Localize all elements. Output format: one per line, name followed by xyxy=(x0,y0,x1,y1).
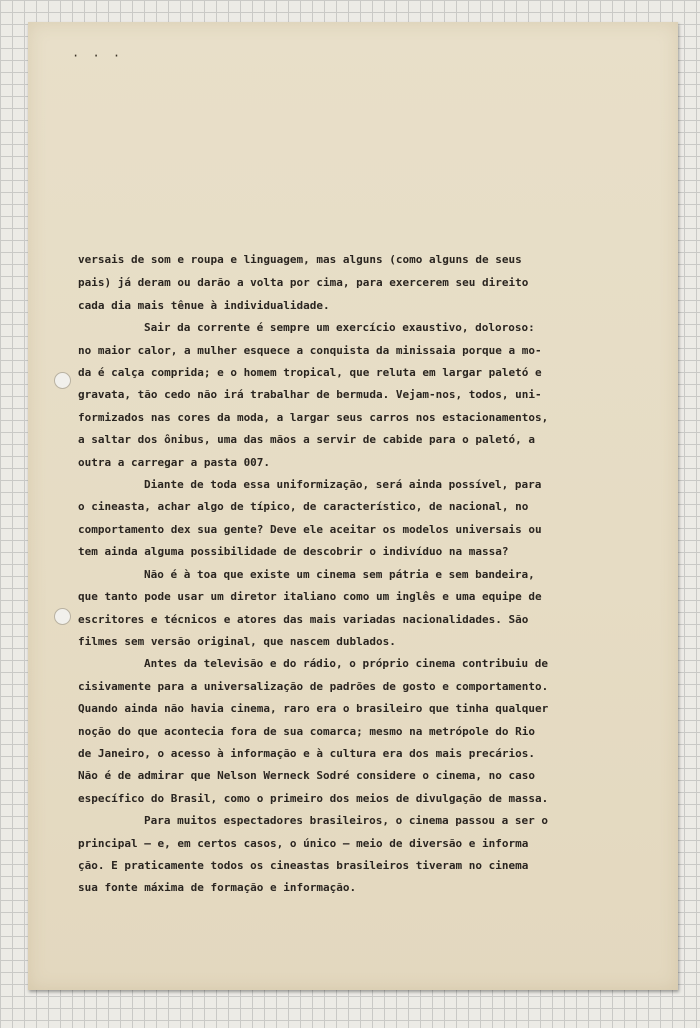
text-line: Quando ainda não havia cinema, raro era o brasileiro que tinha qualquer xyxy=(78,702,549,716)
paragraph-start: Para muitos espectadores brasileiros, o cinema passou a ser o xyxy=(144,814,548,828)
text-line: a saltar dos ônibus, uma das mãos a servir de cabide para o paletó, a xyxy=(78,433,535,447)
text-line: comportamento dex sua gente? Deve ele aceitar os modelos universais ou xyxy=(78,522,542,536)
text-line: versais de som e roupa e linguagem, mas alguns (como alguns de seus xyxy=(78,253,522,266)
text-line: pais) já deram ou darão a volta por cima, para exercerem seu direito xyxy=(78,276,529,290)
typewritten-page xyxy=(28,22,678,990)
text-line: de Janeiro, o acesso à informação e à cultura era dos mais precários. xyxy=(78,746,535,760)
text-line: Não é de admirar que Nelson Werneck Sodré considere o cinema, no caso xyxy=(78,769,535,783)
paragraph-start: Sair da corrente é sempre um exercício exaustivo, doloroso: xyxy=(144,321,535,335)
text-line: outra a carregar a pasta 007. xyxy=(78,455,271,469)
top-marks: · · · xyxy=(72,49,124,63)
text-line: cisivamente para a universalização de padrões de gosto e comportamento. xyxy=(78,679,549,693)
text-line: escritores e técnicos e atores das mais variadas nacionalidades. São xyxy=(78,612,529,626)
punch-hole-icon xyxy=(54,608,71,625)
text-line: o cineasta, achar algo de típico, de característico, de nacional, no xyxy=(78,500,529,514)
paragraph-start: Diante de toda essa uniformização, será ainda possível, para xyxy=(144,478,542,492)
text-line: gravata, tão cedo não irá trabalhar de bermuda. Vejam-nos, todos, uni- xyxy=(78,388,542,402)
text-line: formizados nas cores da moda, a largar seus carros nos estacionamentos, xyxy=(78,410,549,424)
text-line: principal — e, em certos casos, o único — meio de diversão e informa xyxy=(78,836,529,850)
text-line: específico do Brasil, como o primeiro dos meios de divulgação de massa. xyxy=(78,791,549,805)
text-line: da é calça comprida; e o homem tropical, que reluta em largar paletó e xyxy=(78,366,542,380)
text-line: no maior calor, a mulher esquece a conquista da minissaia porque a mo- xyxy=(78,343,542,357)
punch-hole-icon xyxy=(54,372,71,389)
paragraph-start: Não é à toa que existe um cinema sem pátria e sem bandeira, xyxy=(144,567,535,581)
text-line: ção. E praticamente todos os cineastas brasileiros tiveram no cinema xyxy=(78,858,529,872)
text-line: noção do que acontecia fora de sua comarca; mesmo na metrópole do Rio xyxy=(78,724,535,738)
text-line: sua fonte máxima de formação e informação. xyxy=(78,881,357,895)
text-line: que tanto pode usar um diretor italiano como um inglês e uma equipe de xyxy=(78,590,542,604)
text-line: cada dia mais tênue à individualidade. xyxy=(78,298,330,312)
text-line: filmes sem versão original, que nascem dublados. xyxy=(78,634,396,648)
text-line: tem ainda alguma possibilidade de descobrir o indivíduo na massa? xyxy=(78,545,509,559)
body-text xyxy=(78,250,626,900)
paragraph-start: Antes da televisão e do rádio, o próprio cinema contribuiu de xyxy=(144,657,548,671)
